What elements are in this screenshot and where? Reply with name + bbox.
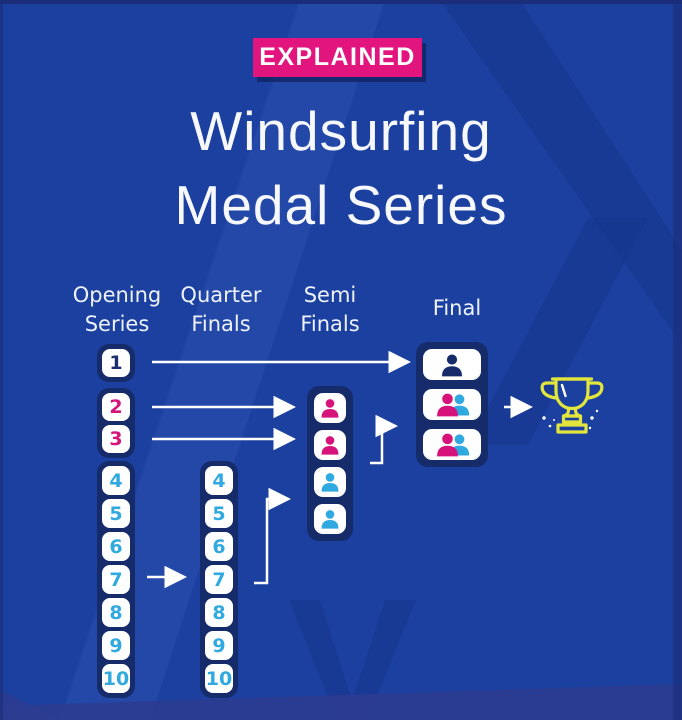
- header-quarter-line-1: Quarter: [180, 283, 262, 307]
- seed-box-opening-4: [102, 466, 130, 495]
- header-semi-line-1: Semi: [303, 283, 357, 307]
- seed-number-1: 1: [109, 352, 123, 374]
- final-slot-1: [423, 349, 481, 380]
- page-title-line-1: Windsurfing: [190, 100, 492, 162]
- seed-number-10: 10: [102, 667, 130, 690]
- person-icon-pink-front: [434, 431, 461, 458]
- final-group: [416, 342, 488, 467]
- header-opening-line-1: Opening: [72, 283, 162, 307]
- arrow-quarter-to-semi-elbow: [254, 499, 286, 583]
- quarter-finals-seeds-4-10-group: [200, 461, 238, 698]
- seed-number-2: 2: [109, 396, 123, 418]
- qf-seed-number-4: 4: [212, 469, 226, 492]
- seed-box-opening-8: [102, 598, 130, 627]
- semi-finals-group: [307, 386, 353, 541]
- column-header-semi-finals: [275, 281, 385, 339]
- semi-slot-1: [314, 393, 346, 423]
- seed-number-6: 6: [109, 535, 123, 558]
- seed-box-quarter-5: [205, 499, 233, 528]
- page-title-line-2: Medal Series: [174, 174, 508, 236]
- seed-box-opening-6: [102, 532, 130, 561]
- seed-box-opening-10: [102, 664, 130, 693]
- seed-number-3: 3: [109, 428, 123, 450]
- opening-series-seeds-2-3-group: [97, 388, 135, 458]
- trophy-handle-left: [542, 383, 556, 398]
- person-icon-navy: [439, 352, 465, 378]
- seed-box-opening-5: [102, 499, 130, 528]
- opening-series-seed-1-group: [97, 344, 135, 382]
- qf-seed-number-10: 10: [205, 667, 233, 690]
- seed-box-opening-1: [102, 349, 130, 377]
- trophy-cup: [556, 379, 588, 409]
- seed-box-quarter-4: [205, 466, 233, 495]
- person-icon-cyan: [319, 471, 341, 493]
- seed-number-7: 7: [109, 568, 123, 591]
- header-semi-line-2: Finals: [300, 312, 360, 336]
- header-final-line-1: Final: [432, 296, 482, 320]
- seed-box-quarter-8: [205, 598, 233, 627]
- arrow-semi-to-final-elbow: [370, 426, 393, 463]
- seed-box-quarter-6: [205, 532, 233, 561]
- qf-seed-number-7: 7: [212, 568, 226, 591]
- page-title: [0, 94, 682, 242]
- semi-slot-4: [314, 504, 346, 534]
- seed-number-5: 5: [109, 502, 123, 525]
- trophy-base-neck: [564, 416, 581, 422]
- seed-box-opening-9: [102, 631, 130, 660]
- explained-badge-label: EXPLAINED: [259, 43, 416, 71]
- seed-number-8: 8: [109, 601, 123, 624]
- explained-badge: [253, 38, 422, 77]
- seed-box-opening-7: [102, 565, 130, 594]
- seed-box-quarter-9: [205, 631, 233, 660]
- column-header-opening-series: [62, 281, 172, 339]
- semi-slot-3: [314, 467, 346, 497]
- seed-box-opening-2: [102, 393, 130, 421]
- header-quarter-line-2: Finals: [191, 312, 251, 336]
- qf-seed-number-9: 9: [212, 634, 226, 657]
- semi-slot-2: [314, 430, 346, 460]
- trophy-icon: [534, 372, 610, 440]
- qf-seed-number-5: 5: [212, 502, 226, 525]
- header-opening-line-2: Series: [84, 312, 150, 336]
- seed-box-quarter-10: [205, 664, 233, 693]
- qf-seed-number-8: 8: [212, 601, 226, 624]
- trophy-base: [558, 425, 586, 432]
- trophy-shine: [562, 385, 566, 396]
- seed-number-4: 4: [109, 469, 123, 492]
- person-icon-pink-front: [434, 391, 461, 418]
- trophy-handle-right: [588, 383, 602, 398]
- seed-box-quarter-7: [205, 565, 233, 594]
- final-slot-3: [423, 429, 481, 460]
- person-icon-pink: [319, 397, 341, 419]
- final-slot-2: [423, 389, 481, 420]
- column-header-quarter-finals: [166, 281, 276, 339]
- qf-seed-number-6: 6: [212, 535, 226, 558]
- opening-series-seeds-4-10-group: [97, 461, 135, 698]
- seed-box-opening-3: [102, 425, 130, 453]
- person-icon-pink: [319, 434, 341, 456]
- column-header-final: [402, 294, 512, 323]
- person-icon-cyan: [319, 508, 341, 530]
- seed-number-9: 9: [109, 634, 123, 657]
